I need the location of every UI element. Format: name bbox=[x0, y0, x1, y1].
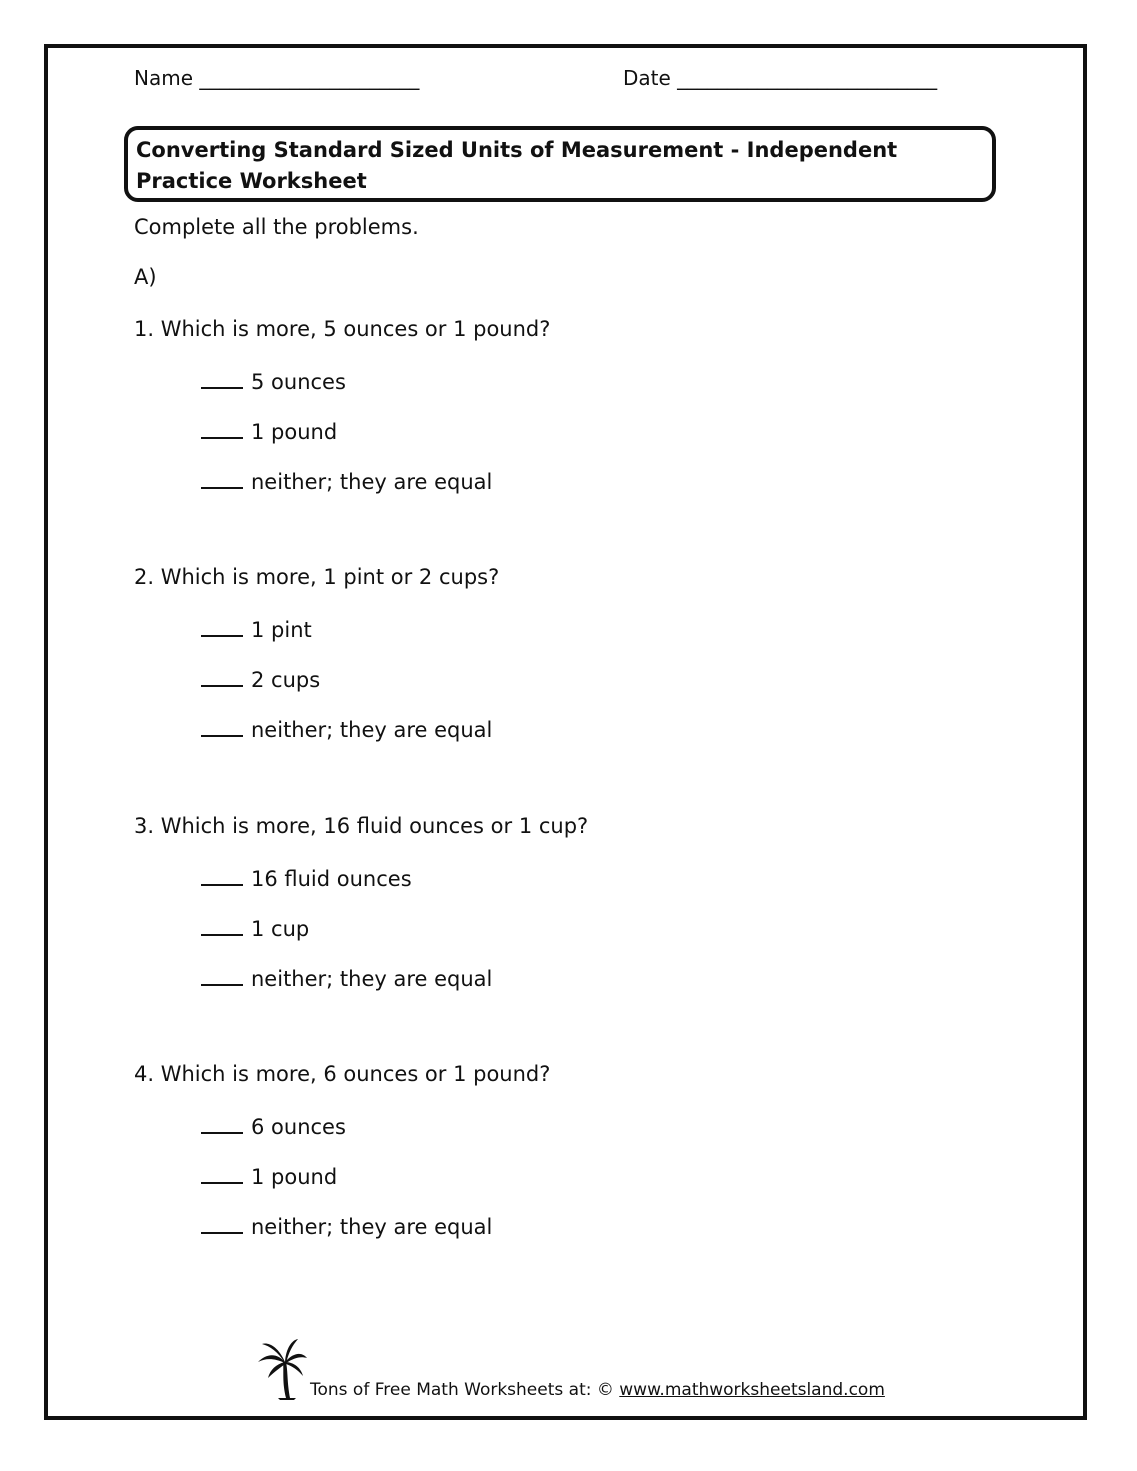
title-box bbox=[124, 126, 996, 202]
option-label: 5 ounces bbox=[251, 370, 346, 394]
section-label: A) bbox=[134, 265, 157, 289]
option-label: 1 pound bbox=[251, 1165, 338, 1189]
answer-blank[interactable] bbox=[201, 1210, 243, 1234]
worksheet-title: Converting Standard Sized Units of Measurement - Independent Practice Worksheet bbox=[136, 138, 898, 193]
answer-option[interactable] bbox=[201, 663, 320, 694]
palm-tree-icon bbox=[256, 1338, 308, 1400]
option-label: 6 ounces bbox=[251, 1115, 346, 1139]
answer-option[interactable] bbox=[201, 365, 346, 396]
option-label: 1 cup bbox=[251, 917, 310, 941]
answer-blank[interactable] bbox=[201, 713, 243, 737]
footer-link[interactable]: www.mathworksheetsland.com bbox=[619, 1380, 885, 1400]
answer-option[interactable] bbox=[201, 713, 492, 744]
footer-text bbox=[310, 1380, 885, 1400]
option-label: 1 pint bbox=[251, 618, 312, 642]
answer-blank[interactable] bbox=[201, 415, 243, 439]
answer-option[interactable] bbox=[201, 1160, 337, 1191]
option-label: neither; they are equal bbox=[251, 967, 493, 991]
question-4 bbox=[134, 1060, 1034, 1239]
question-3 bbox=[134, 812, 1034, 991]
question-text: 2. Which is more, 1 pint or 2 cups? bbox=[134, 565, 500, 589]
answer-option[interactable] bbox=[201, 912, 309, 943]
footer bbox=[256, 1338, 956, 1408]
option-label: neither; they are equal bbox=[251, 1215, 493, 1239]
answer-blank[interactable] bbox=[201, 365, 243, 389]
question-text: 4. Which is more, 6 ounces or 1 pound? bbox=[134, 1062, 551, 1086]
option-label: 2 cups bbox=[251, 668, 321, 692]
answer-blank[interactable] bbox=[201, 912, 243, 936]
answer-option[interactable] bbox=[201, 415, 337, 446]
question-1 bbox=[134, 315, 1034, 494]
answer-blank[interactable] bbox=[201, 1110, 243, 1134]
option-label: 1 pound bbox=[251, 420, 338, 444]
answer-option[interactable] bbox=[201, 862, 412, 893]
answer-option[interactable] bbox=[201, 465, 492, 496]
option-label: neither; they are equal bbox=[251, 470, 493, 494]
answer-option[interactable] bbox=[201, 962, 492, 993]
answer-blank[interactable] bbox=[201, 862, 243, 886]
date-field[interactable]: Date __________________________ bbox=[623, 66, 938, 90]
answer-option[interactable] bbox=[201, 1110, 346, 1141]
footer-prefix: Tons of Free Math Worksheets at: © bbox=[310, 1380, 620, 1400]
instructions: Complete all the problems. bbox=[134, 215, 419, 239]
answer-option[interactable] bbox=[201, 613, 312, 644]
answer-blank[interactable] bbox=[201, 1160, 243, 1184]
name-field[interactable]: Name ______________________ bbox=[134, 66, 420, 90]
header-row bbox=[134, 66, 1004, 94]
question-text: 1. Which is more, 5 ounces or 1 pound? bbox=[134, 317, 551, 341]
answer-blank[interactable] bbox=[201, 613, 243, 637]
answer-blank[interactable] bbox=[201, 663, 243, 687]
answer-blank[interactable] bbox=[201, 465, 243, 489]
option-label: neither; they are equal bbox=[251, 718, 493, 742]
question-text: 3. Which is more, 16 fluid ounces or 1 cup? bbox=[134, 814, 589, 838]
answer-option[interactable] bbox=[201, 1210, 492, 1241]
answer-blank[interactable] bbox=[201, 962, 243, 986]
option-label: 16 fluid ounces bbox=[251, 867, 412, 891]
question-2 bbox=[134, 563, 1034, 742]
